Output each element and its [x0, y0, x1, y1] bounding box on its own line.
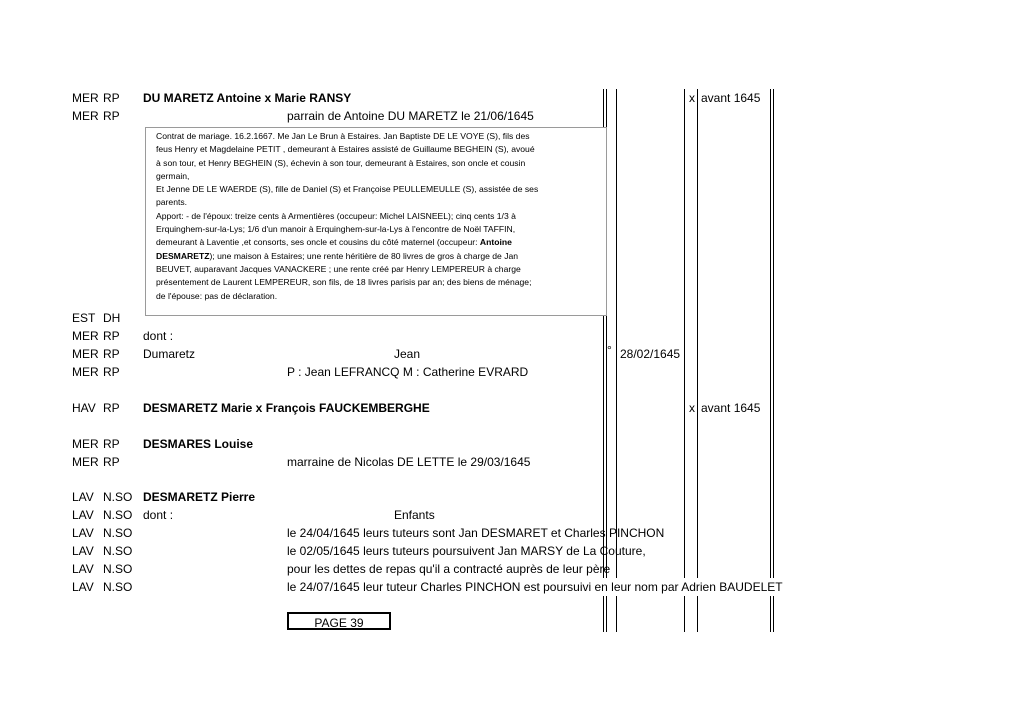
source-code: N.SO — [103, 544, 133, 558]
page-number-box: PAGE 39 — [287, 612, 391, 630]
entry-name: DESMARES Louise — [143, 437, 254, 451]
entry-text: dont : — [143, 508, 174, 522]
parish-code: LAV — [72, 544, 94, 558]
parish-code: EST — [72, 311, 96, 325]
parish-code: LAV — [72, 526, 94, 540]
register-row — [0, 345, 1024, 363]
note-line: Et Jenne DE LE WAERDE (S), fille de Daniel (S) et Françoise PEULLEMEULLE (S), assistée de ses — [156, 184, 539, 195]
note-line: feus Henry et Magdelaine PETIT , demeurant à Estaires assisté de Guillaume BEGHEIN (S), avoué — [156, 144, 535, 155]
note-highlight: DESMARETZ — [156, 250, 210, 261]
note-line: présentement de Laurent LEMPEREUR, son fils, de 18 livres parisis par an; des biens de ménage; — [156, 277, 532, 288]
entry-name: DESMARETZ Marie x François FAUCKEMBERGHE — [143, 401, 430, 415]
parish-code: LAV — [72, 490, 94, 504]
register-row — [0, 542, 1024, 560]
marriage-contract-note — [145, 127, 607, 316]
register-row — [0, 107, 1024, 125]
register-row — [0, 327, 1024, 345]
parish-code: MER — [72, 109, 99, 123]
note-line: BEUVET, auparavant Jacques VANACKERE ; une rente créé par Henry LEMPEREUR à charge — [156, 263, 521, 274]
source-code: N.SO — [103, 526, 133, 540]
register-row — [0, 560, 1024, 578]
note-text: ); une maison à Estaires; une rente héritière de 80 livres de gros à charge de Jan — [209, 250, 519, 261]
parish-code: LAV — [72, 562, 94, 576]
register-row — [0, 578, 1024, 596]
first-name: Jean — [394, 347, 421, 361]
note-line: Apport: - de l'époux: treize cents à Armentières (occupeur: Michel LAISNEEL); cinq cents 1/3 à — [156, 210, 516, 221]
note-line: germain, — [156, 170, 190, 181]
parish-code: MER — [72, 347, 99, 361]
source-code: N.SO — [103, 562, 133, 576]
note-line: Contrat de mariage. 16.2.1667. Me Jan Le Brun à Estaires. Jan Baptiste DE LE VOYE (S), fils des — [156, 131, 530, 141]
source-code: RP — [103, 91, 120, 105]
parish-code: LAV — [72, 580, 94, 594]
marriage-mark: x — [689, 91, 695, 105]
note-line: à son tour, et Henry BEGHEIN (S), échevin à son tour, demeurant à Estaires, son oncle et cousin — [156, 157, 526, 168]
register-row — [0, 363, 1024, 381]
note-highlight: Antoine — [479, 237, 512, 248]
entry-text: le 24/07/1645 leur tuteur Charles PINCHON est poursuivi en leur nom par Adrien BAUDELET — [287, 580, 783, 594]
entry-text: le 02/05/1645 leurs tuteurs poursuivent Jan MARSY de La Couture, — [287, 544, 646, 558]
parish-code: MER — [72, 455, 99, 469]
register-row — [0, 89, 1024, 107]
source-code: RP — [103, 455, 120, 469]
entry-date: 28/02/1645 — [620, 347, 681, 361]
source-code: RP — [103, 347, 120, 361]
source-code: N.SO — [103, 490, 133, 504]
entry-name: DU MARETZ Antoine x Marie RANSY — [143, 91, 352, 105]
entry-text: pour les dettes de repas qu'il a contracté auprès de leur père — [287, 562, 611, 576]
parish-code: MER — [72, 329, 99, 343]
note-line: Erquinghem-sur-la-Lys; 1/6 d'un manoir à Erquinghem-sur-la-Lys à l'encontre de Noël TAFFIN, — [156, 224, 516, 235]
note-line — [156, 236, 600, 249]
note-line — [156, 250, 600, 263]
source-code: RP — [103, 329, 120, 343]
entry-text: parrain de Antoine DU MARETZ le 21/06/1645 — [287, 109, 534, 123]
parish-code: HAV — [72, 401, 96, 415]
entry-name: Dumaretz — [143, 347, 196, 361]
source-code: RP — [103, 109, 120, 123]
children-label: Enfants — [394, 508, 435, 522]
source-code: RP — [103, 365, 120, 379]
note-text: demeurant à Laventie ,et consorts, ses oncle et cousins du côté maternel (occupeur: — [156, 237, 480, 248]
register-row — [0, 488, 1024, 506]
source-code: DH — [103, 311, 121, 325]
entry-name: DESMARETZ Pierre — [143, 490, 256, 504]
parish-code: MER — [72, 437, 99, 451]
entry-text: le 24/04/1645 leurs tuteurs sont Jan DESMARET et Charles PINCHON — [287, 526, 665, 540]
marriage-mark: x — [689, 401, 695, 415]
note-line: de l'épouse: pas de déclaration. — [156, 290, 278, 301]
register-row — [0, 435, 1024, 453]
source-code: N.SO — [103, 508, 133, 522]
note-line: parents. — [156, 197, 188, 208]
parish-code: MER — [72, 365, 99, 379]
entry-date: avant 1645 — [701, 91, 761, 105]
parish-code: LAV — [72, 508, 94, 522]
entry-date: avant 1645 — [701, 401, 761, 415]
source-code: RP — [103, 401, 120, 415]
register-row — [0, 506, 1024, 524]
register-row — [0, 309, 1024, 327]
entry-text: dont : — [143, 329, 174, 343]
entry-text: P : Jean LEFRANCQ M : Catherine EVRARD — [287, 365, 529, 379]
birth-symbol: ° — [607, 343, 612, 357]
entry-text: marraine de Nicolas DE LETTE le 29/03/1645 — [287, 455, 531, 469]
register-row — [0, 524, 1024, 542]
source-code: N.SO — [103, 580, 133, 594]
register-row — [0, 399, 1024, 417]
register-row — [0, 453, 1024, 471]
source-code: RP — [103, 437, 120, 451]
parish-code: MER — [72, 91, 99, 105]
